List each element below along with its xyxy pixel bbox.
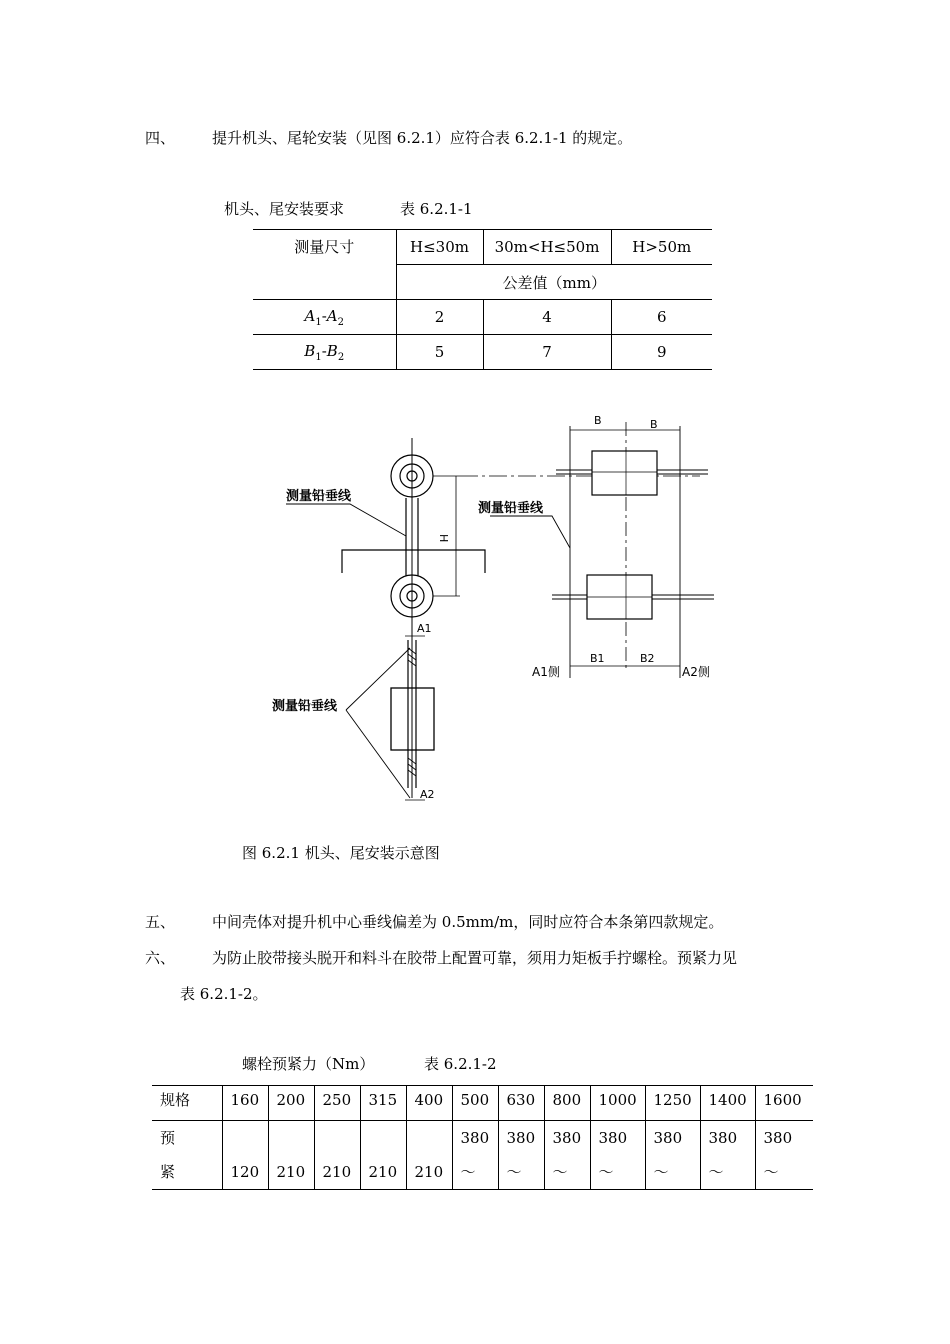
b-left-label: B: [594, 414, 602, 427]
table2-spec: 800: [544, 1086, 590, 1121]
item4-text: 提升机头、尾轮安装（见图 6.2.1）应符合表 6.2.1-1 的规定。: [212, 129, 633, 147]
table1-number: 表 6.2.1-1: [400, 200, 473, 218]
table2-spec: 1250: [645, 1086, 700, 1121]
table1-row-label: $A_1-A_2$: [304, 306, 344, 328]
table2-row-label: 预 紧: [160, 1129, 176, 1181]
plumb-line-label-1: 测量铅垂线: [286, 489, 352, 504]
table2-spec: 250: [314, 1086, 360, 1121]
table2-spec: 1600: [755, 1086, 813, 1121]
table2-cell: 210: [314, 1121, 360, 1190]
b1-label: B1: [590, 652, 605, 665]
table1-caption: 机头、尾安装要求: [224, 200, 345, 218]
table1-cell: 9: [611, 335, 712, 370]
table2-spec: 1000: [590, 1086, 645, 1121]
table1-cell: 4: [483, 300, 611, 335]
item5-number: 五、: [145, 913, 176, 931]
table2-cell: 380 ～: [498, 1121, 544, 1190]
table-row: [253, 335, 712, 370]
table2-spec: 160: [222, 1086, 268, 1121]
table-row: [152, 1086, 813, 1121]
table1-unit-row: 公差值（mm）: [396, 265, 712, 300]
table2-spec: 1400: [700, 1086, 755, 1121]
table2-cell: 210: [360, 1121, 406, 1190]
table2-cell: 380 ～: [645, 1121, 700, 1190]
installation-diagram: [260, 408, 730, 813]
table2-cell: 120: [222, 1121, 268, 1190]
table1-row-header: 测量尺寸: [294, 238, 355, 256]
table2-row-label: 规格: [152, 1086, 222, 1121]
table2-spec: 315: [360, 1086, 406, 1121]
table2-cell: 210: [406, 1121, 452, 1190]
table1-cell: 5: [396, 335, 483, 370]
table1-col-header: 30m<H≤50m: [483, 230, 611, 265]
table2-spec: 200: [268, 1086, 314, 1121]
figure-caption: 图 6.2.1 机头、尾安装示意图: [242, 844, 440, 862]
a1-side-label: A1侧: [532, 665, 560, 679]
table2-cell: 380 ～: [590, 1121, 645, 1190]
table2-spec: 400: [406, 1086, 452, 1121]
a1-label: A1: [417, 622, 432, 635]
table2-caption: 螺栓预紧力（Nm）: [242, 1055, 375, 1073]
table1-col-header: H≤30m: [396, 230, 483, 265]
table2-spec: 630: [498, 1086, 544, 1121]
table2-cell: 380 ～: [700, 1121, 755, 1190]
table1-row-label: $B_1-B_2$: [304, 341, 345, 363]
table-row: [253, 300, 712, 335]
a2-side-label: A2侧: [682, 665, 710, 679]
table2-number: 表 6.2.1-2: [424, 1055, 497, 1073]
b-right-label: B: [650, 418, 658, 431]
table2-spec: 500: [452, 1086, 498, 1121]
table2-cell: 380 ～: [544, 1121, 590, 1190]
item6-text: 为防止胶带接头脱开和料斗在胶带上配置可靠，须用力矩板手拧螺栓。预紧力见: [212, 949, 738, 967]
item6-number: 六、: [145, 949, 176, 967]
table2: [152, 1085, 813, 1190]
table1-col-header: H>50m: [611, 230, 712, 265]
item6-text-continued: 表 6.2.1-2。: [180, 985, 268, 1003]
table1-cell: 7: [483, 335, 611, 370]
table1-cell: 6: [611, 300, 712, 335]
table2-cell: 380 ～: [755, 1121, 813, 1190]
table2-cell: 380 ～: [452, 1121, 498, 1190]
b2-label: B2: [640, 652, 655, 665]
h-label: H: [437, 534, 450, 543]
table1: [253, 229, 712, 370]
item5-text: 中间壳体对提升机中心垂线偏差为 0.5mm/m，同时应符合本条第四款规定。: [212, 913, 724, 931]
table2-cell: 210: [268, 1121, 314, 1190]
item4-number: 四、: [145, 129, 176, 147]
table1-cell: 2: [396, 300, 483, 335]
a2-label: A2: [420, 788, 435, 801]
table-row: [152, 1121, 813, 1190]
plumb-line-label-3: 测量铅垂线: [272, 699, 338, 714]
plumb-line-label-2: 测量铅垂线: [478, 501, 544, 516]
